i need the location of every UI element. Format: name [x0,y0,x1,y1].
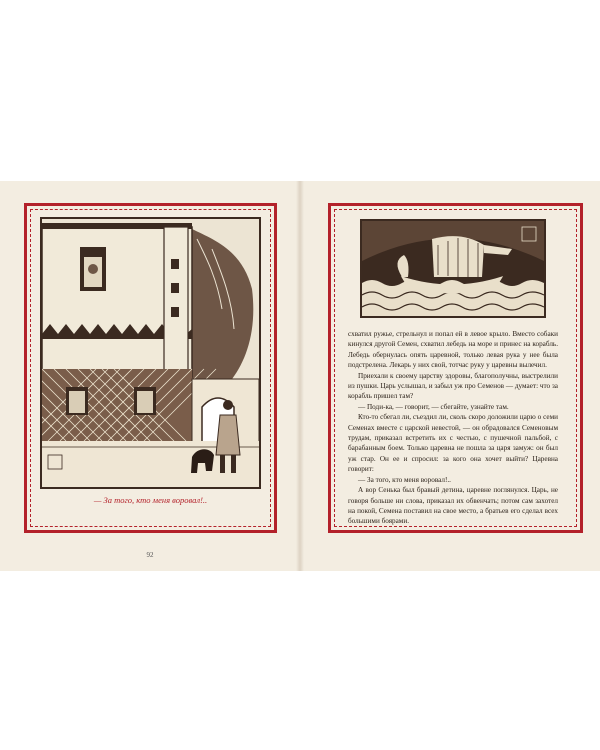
illustration-palace [40,217,261,489]
left-page [0,181,300,571]
page-number: 92 [146,551,154,559]
paragraph: — За того, кто меня воровал!.. [358,475,451,484]
book-spread [0,181,600,571]
paragraph: — Поди-ка, — говорит, — сбегайте, узнайте там. [358,402,509,411]
paragraph: схватил ружье, стрельнул и попал ей в левое крыло. Вместо собаки кинулся другой Семен, схватил лебедь на море и принес на корабль. Лебедь обернулась опять царевной, только левая рука у нее была подстрелена. Лекарь у них свой, тотчас руку у царевны вылечил. [348,330,558,370]
paragraph: А вор Сенька был бравый детина, царевне поглянулся. Царь, не говоря больше ни слова, приказал их обвенчать; потом сам захотел на покой, Семена поставил на свое место, а братьев его сделал всех большими боярами. [348,486,558,526]
paragraph: Кто-то сбегал ли, съездил ли, сколь скоро доложили царю о семи Семенах вместе с царской невестой, — он обрадовался Семеновым трудам, приказал встретить их с честью, с пушечной пальбой, с барабанным боем. Только царевна не пошла за царя замуж: он был уж стар. Он ее и спросил: за кого она хочет выйти? Царевна говорит: [348,413,558,474]
illustration-caption: — За того, кто меня воровал!.. [93,495,208,505]
illustration-ship [360,219,546,318]
palace-engraving [42,219,259,487]
ship-engraving [362,221,544,316]
paragraph: Приехали к своему царству здоровы, благополучны, выстрелили из пушки. Царь услышал, и забыл уж про Семенов — думает: что за корабль пришел там? [348,371,558,401]
story-text [348,329,558,527]
right-page [300,181,600,571]
